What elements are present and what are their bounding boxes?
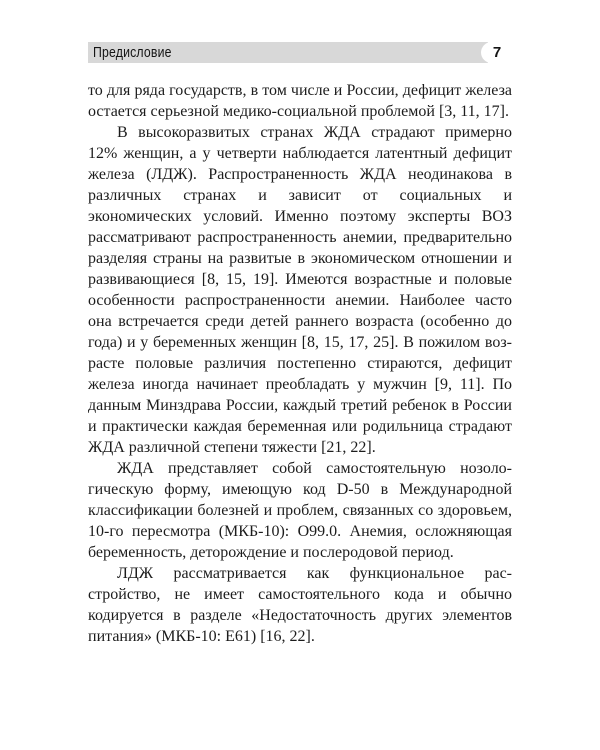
body-text (88, 80, 512, 647)
header-bar (88, 42, 488, 63)
paragraph: ЖДА представляет собой самостоятельную нозологическую форму, имеющую код D-50 в Международной классификации болезней и проблем, связанных со здоровьем, 10-го пересмотра (МКБ-10): О99.0. Анемия, осложняющая беременность, деторождение и послеродовой период. (88, 460, 512, 561)
page-number: 7 (492, 44, 502, 61)
chapter-title: Предисловие (93, 44, 172, 61)
paragraph: В высокоразвитых странах ЖДА страдают примерно 12% женщин, а у четверти наблюдается латентный дефицит железа (ЛДЖ). Распространенность ЖДА неодинакова в различных странах и зависит от социальных и экономических условий. Именно поэтому эксперты ВОЗ рассматривают распространенность анемии, предварительно разделяя страны на развитые в экономическом отношении и развивающиеся [8, 15, 19]. Имеются возрастные и половые особенности распространенности анемии. Наиболее часто она встречается среди детей раннего возраста (особенно до года) и у беременных женщин [8, 15, 17, 25]. В пожилом возрасте половые различия постепенно стираются, дефицит железа иногда начинает преобладать у мужчин [9, 11]. По данным Минздрава России, каждый третий ребенок в России и практически каждая беременная или родильница страдают ЖДА различной степени тяжести [21, 22]. (88, 124, 512, 456)
running-header (88, 42, 512, 63)
paragraph: ЛДЖ рассматривается как функциональное расстройство, не имеет самостоятельного кода и обычно кодируется в разделе «Недостаточность других элементов питания» (МКБ-10: Е61) [16, 22]. (88, 565, 512, 645)
paragraph: то для ряда государств, в том числе и России, дефицит железа остается серьезной медико-социальной проблемой [3, 11, 17]. (88, 82, 512, 120)
